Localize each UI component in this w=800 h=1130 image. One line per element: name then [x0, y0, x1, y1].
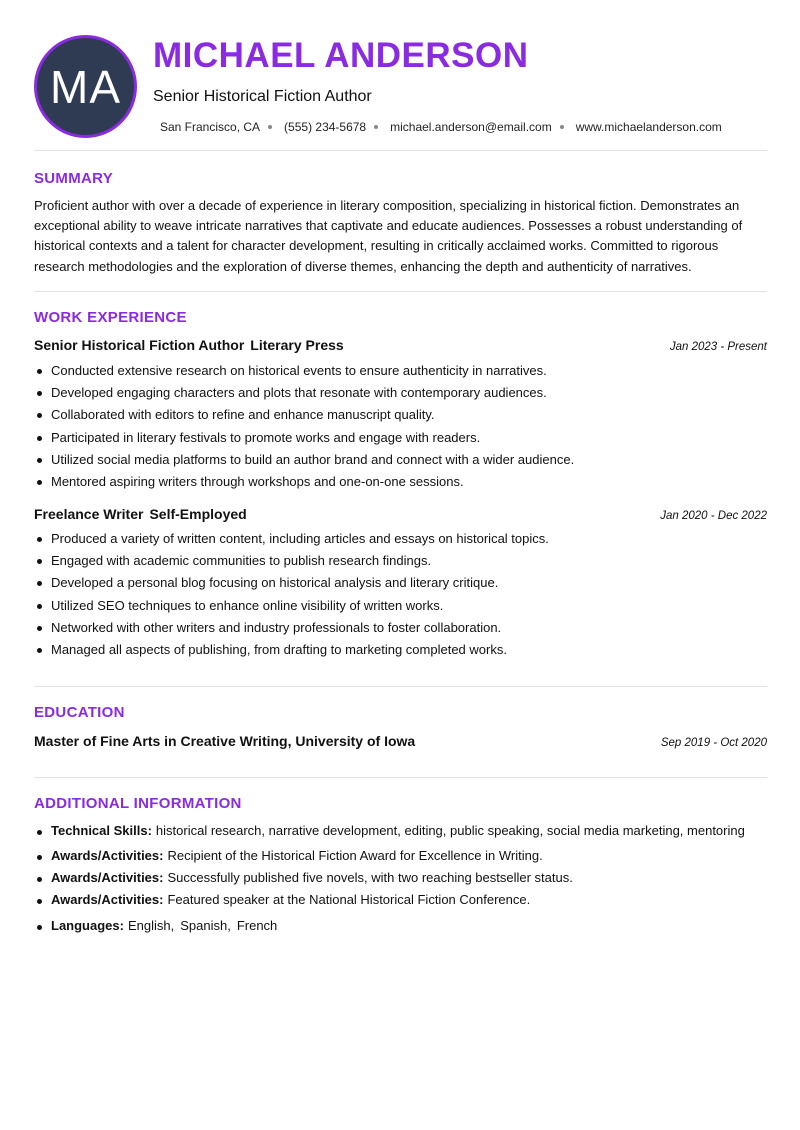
list-item: Produced a variety of written content, including articles and essays on historical topics.: [34, 528, 769, 550]
separator-dot-icon: [560, 125, 564, 129]
job-bullets: [34, 360, 769, 493]
list-item: Conducted extensive research on historical events to ensure authenticity in narratives.: [34, 360, 769, 382]
list-item: Collaborated with editors to refine and enhance manuscript quality.: [34, 404, 769, 426]
additional-list: [34, 823, 769, 940]
info-label: Awards/Activities:: [51, 848, 164, 863]
list-item: Developed a personal blog focusing on historical analysis and literary critique.: [34, 572, 769, 594]
info-text: Recipient of the Historical Fiction Award for Excellence in Writing.: [167, 848, 543, 863]
info-label: Awards/Activities:: [51, 892, 164, 907]
job-header: [34, 337, 767, 353]
language-item: Spanish,: [180, 918, 231, 933]
education-degree: Master of Fine Arts in Creative Writing, University of Iowa: [34, 733, 416, 749]
contact-website[interactable]: www.michaelanderson.com: [575, 120, 722, 134]
section-divider: [34, 686, 767, 687]
info-label: Technical Skills:: [51, 823, 152, 838]
resume-header: [0, 0, 800, 150]
summary-heading: SUMMARY: [34, 170, 114, 187]
avatar: [34, 35, 137, 138]
education-dates: Sep 2019 - Oct 2020: [660, 737, 767, 749]
job-company: Self-Employed: [149, 506, 247, 522]
section-divider: [34, 291, 767, 292]
education-heading: EDUCATION: [34, 704, 125, 721]
job-dates: Jan 2023 - Present: [669, 341, 767, 353]
job-role: Senior Historical Fiction Author: [34, 337, 245, 353]
list-item: Engaged with academic communities to publish research findings.: [34, 550, 769, 572]
job-header: [34, 506, 767, 522]
list-item: Participated in literary festivals to promote works and engage with readers.: [34, 427, 769, 449]
candidate-name: MICHAEL ANDERSON: [153, 36, 529, 75]
info-text: historical research, narrative development, editing, public speaking, social media marketing, mentoring: [155, 823, 745, 838]
list-item: Managed all aspects of publishing, from drafting to marketing completed works.: [34, 639, 769, 661]
additional-heading: ADDITIONAL INFORMATION: [34, 795, 242, 812]
list-item: Mentored aspiring writers through workshops and one-on-one sessions.: [34, 471, 769, 493]
list-item: Utilized SEO techniques to enhance online visibility of written works.: [34, 595, 769, 617]
contact-phone: (555) 234-5678: [284, 120, 367, 134]
list-item: Developed engaging characters and plots that resonate with contemporary audiences.: [34, 382, 769, 404]
separator-dot-icon: [374, 125, 378, 129]
section-divider: [34, 777, 767, 778]
list-item: Utilized social media platforms to build an author brand and connect with a wider audience.: [34, 449, 769, 471]
list-item: Networked with other writers and industry professionals to foster collaboration.: [34, 617, 769, 639]
summary-text: Proficient author with over a decade of experience in literary composition, specializing in historical fiction. Demonstrates an exceptional ability to weave intricate narratives that captivate and educate audiences. Possesses a robust understanding of historical contexts and a talent for character development, resulting in critically acclaimed works. Committed to rigorous research methodologies and the exploration of diverse themes, enhancing the depth and authenticity of narratives.: [34, 198, 743, 274]
job-dates: Jan 2020 - Dec 2022: [660, 510, 767, 522]
language-item: French: [236, 918, 278, 933]
list-item: [34, 848, 769, 870]
info-label: Awards/Activities:: [51, 870, 164, 885]
education-row: [34, 733, 767, 749]
separator-dot-icon: [268, 125, 272, 129]
language-item: English,: [127, 918, 175, 933]
list-item: [34, 823, 769, 848]
experience-heading: WORK EXPERIENCE: [34, 309, 187, 326]
job-role: Freelance Writer: [34, 506, 144, 522]
contact-info: [160, 120, 722, 134]
candidate-title: Senior Historical Fiction Author: [153, 88, 372, 105]
languages-label: Languages:: [51, 918, 124, 933]
job-company: Literary Press: [250, 337, 344, 353]
list-item: [34, 918, 769, 940]
avatar-initials: MA: [50, 60, 121, 113]
info-text: Featured speaker at the National Historical Fiction Conference.: [167, 892, 531, 907]
info-text: Successfully published five novels, with two reaching bestseller status.: [167, 870, 573, 885]
contact-email[interactable]: michael.anderson@email.com: [390, 120, 552, 134]
list-item: [34, 892, 769, 918]
contact-location: San Francisco, CA: [160, 120, 261, 134]
section-divider: [34, 150, 767, 151]
job-bullets: [34, 528, 769, 661]
list-item: [34, 870, 769, 892]
